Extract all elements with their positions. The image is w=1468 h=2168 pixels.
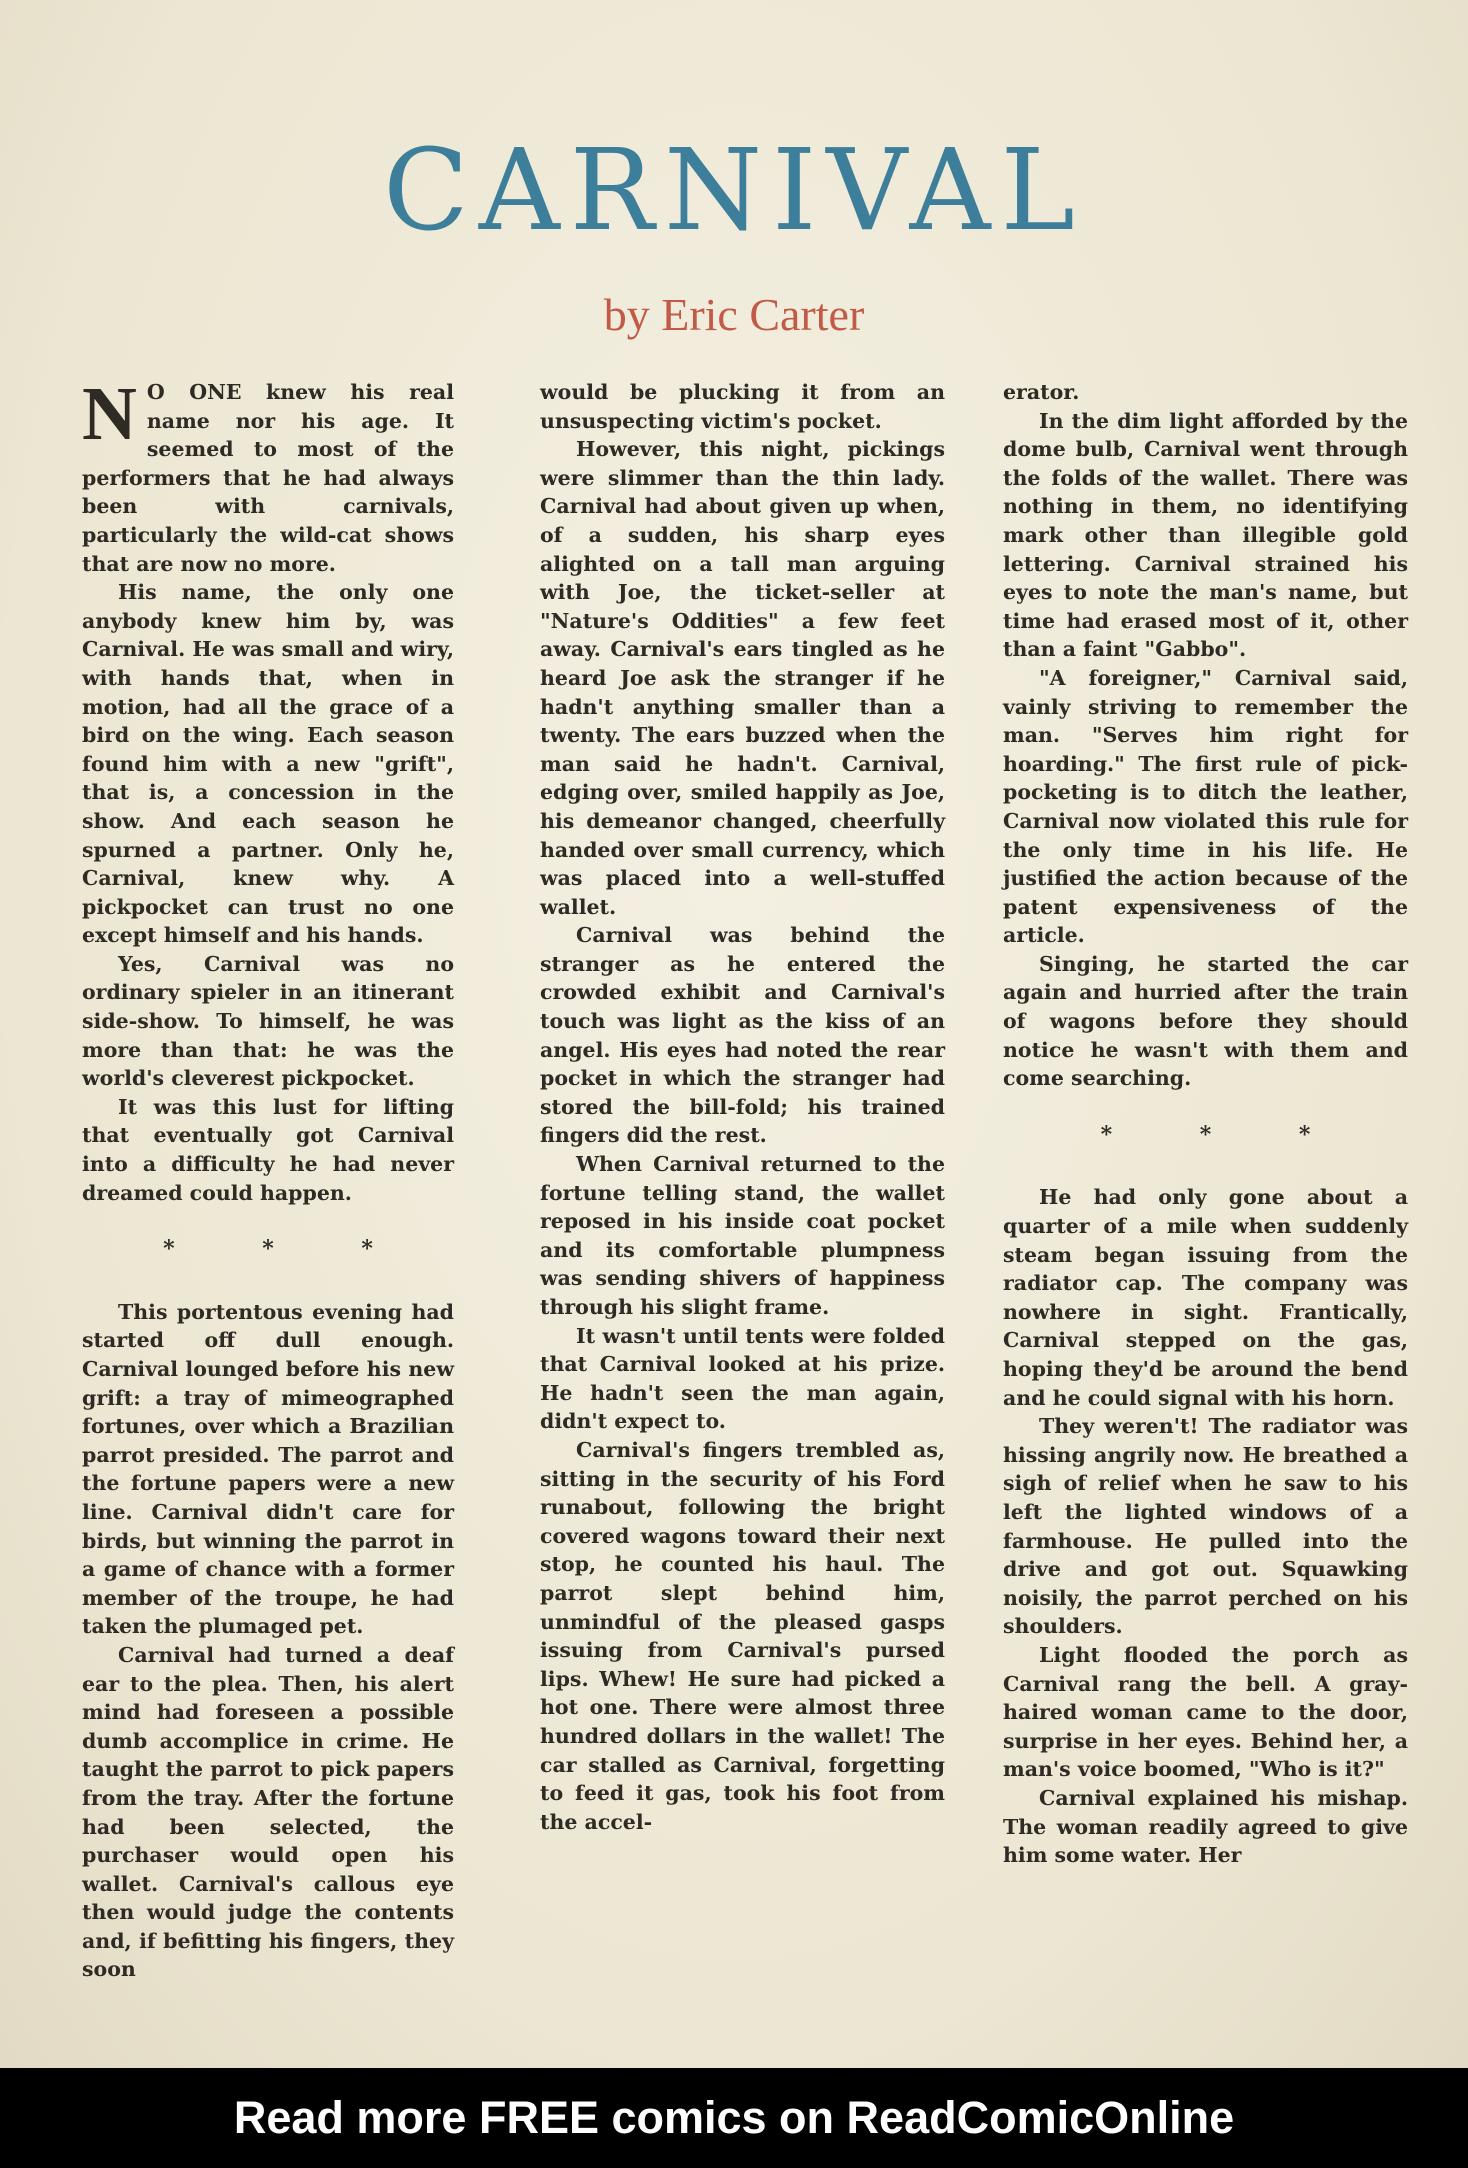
section-separator: * * * <box>163 1236 413 1263</box>
text-column-1 <box>82 372 454 1984</box>
paragraph: Carnival's fingers trembled as, sitting in the security of his Ford runabout, following the bright covered wagons toward their next stop, he counted his haul. The parrot slept behind him, unmindful of the pleased gasps issuing from Carnival's pursed lips. Whew! He sure had picked a hot one. There were almost three hundred dollars in the wallet! The car stalled as Carnival, forgetting to feed it gas, took his foot from the accel- <box>540 1437 945 1834</box>
paragraph: "A foreigner," Carnival said, vainly striving to remember the man. "Serves him right for hoarding." The first rule of pick-pocketing is to ditch the leather, Carnival now violated this rule for the only time in his life. He justified the action because of the patent expensiveness of the article. <box>1003 665 1408 948</box>
paragraph: Yes, Carnival was no ordinary spieler in an itinerant side-show. To himself, he was more than that: he was the world's cleverest pickpocket. <box>82 951 454 1091</box>
paragraph: However, this night, pickings were slimmer than the thin lady. Carnival had about given up when, of a sudden, his sharp eyes alighted on a tall man arguing with Joe, the ticket-seller at "Nature's Oddities" a few feet away. Carnival's ears tingled as he heard Joe ask the stranger if he hadn't anything smaller than a twenty. The ears buzzed when the man said he hadn't. Carnival, edging over, smiled happily as Joe, his demeanor changed, cheerfully handed over small currency, which was placed into a well-stuffed wallet. <box>540 437 945 919</box>
footer-banner[interactable] <box>0 2068 1468 2168</box>
paragraph: Light flooded the porch as Carnival rang the bell. A gray-haired woman came to the door, surprise in her eyes. Behind her, a man's voice boomed, "Who is it?" <box>1003 1642 1408 1782</box>
paragraph: He had only gone about a quarter of a mile when suddenly steam began issuing from the radiator cap. The company was nowhere in sight. Frantically, Carnival stepped on the gas, hoping they'd be around the bend and he could signal with his horn. <box>1003 1185 1408 1410</box>
paragraph: It was this lust for lifting that eventually got Carnival into a difficulty he had never dreamed could happen. <box>82 1094 454 1205</box>
paragraph: Carnival explained his mishap. The woman readily agreed to give him some water. Her <box>1003 1785 1408 1868</box>
paragraph: N O ONE knew his real name nor his age. It seemed to most of the performers that he had always been with carnivals, particularly the wild-cat shows that are now no more. <box>82 372 454 576</box>
text-column-2 <box>540 378 945 1836</box>
paragraph: This portentous evening had started off dull enough. Carnival lounged before his new grift: a tray of mimeographed fortunes, over which a Brazilian parrot presided. The parrot and the fortune papers were a new line. Carnival didn't care for birds, but winning the parrot in a game of chance with a former member of the troupe, he had taken the plumaged pet. <box>82 1299 454 1639</box>
paragraph: Carnival was behind the stranger as he entered the crowded exhibit and Carnival's touch was light as the kiss of an angel. His eyes had noted the rear pocket in which the stranger had stored the bill-fold; his trained fingers did the rest. <box>540 923 945 1148</box>
paragraph: They weren't! The radiator was hissing angrily now. He breathed a sigh of relief when he saw to his left the lighted windows of a farmhouse. He pulled into the drive and got out. Squawking noisily, the parrot perched on his shoulders. <box>1003 1414 1408 1639</box>
paragraph: In the dim light afforded by the dome bulb, Carnival went through the folds of the wallet. There was nothing in them, no identifying mark other than illegible gold lettering. Carnival strained his eyes to note the man's name, but time had erased most of it, other than a faint "Gabbo". <box>1003 408 1408 662</box>
paragraph: erator. <box>1003 380 1080 404</box>
story-byline: by Eric Carter <box>603 289 865 340</box>
story-title: CARNIVAL <box>383 126 1085 256</box>
paragraph: His name, the only one anybody knew him by, was Carnival. He was small and wiry, with hands that, when in motion, had all the grace of a bird on the wing. Each season found him with a new "grift", that is, a concession in the show. And each season he spurned a partner. Only he, Carnival, knew why. A pickpocket can trust no one except himself and his hands. <box>82 580 454 948</box>
paragraph: Singing, he started the car again and hurried after the train of wagons before they should notice he wasn't with them and come searching. <box>1003 951 1408 1091</box>
paragraph: Carnival had turned a deaf ear to the plea. Then, his alert mind had foreseen a possible dumb accomplice in crime. He taught the parrot to pick papers from the tray. After the fortune had been selected, the purchaser would open his wallet. Carnival's callous eye then would judge the contents and, if befitting his fingers, they soon <box>82 1642 454 1982</box>
section-separator: * * * <box>1100 1121 1351 1148</box>
text-column-3 <box>1003 378 1408 1870</box>
paragraph: would be plucking it from an unsuspecting victim's pocket. <box>540 380 945 433</box>
paragraph: It wasn't until tents were folded that Carnival looked at his prize. He hadn't seen the man again, didn't expect to. <box>540 1323 945 1434</box>
paragraph: When Carnival returned to the fortune telling stand, the wallet reposed in his inside coat pocket and its comfortable plumpness was sending shivers of happiness through his slight frame. <box>540 1152 945 1319</box>
drop-cap: N <box>82 372 137 456</box>
footer-banner-text[interactable]: Read more FREE comics on ReadComicOnline <box>233 2092 1235 2143</box>
